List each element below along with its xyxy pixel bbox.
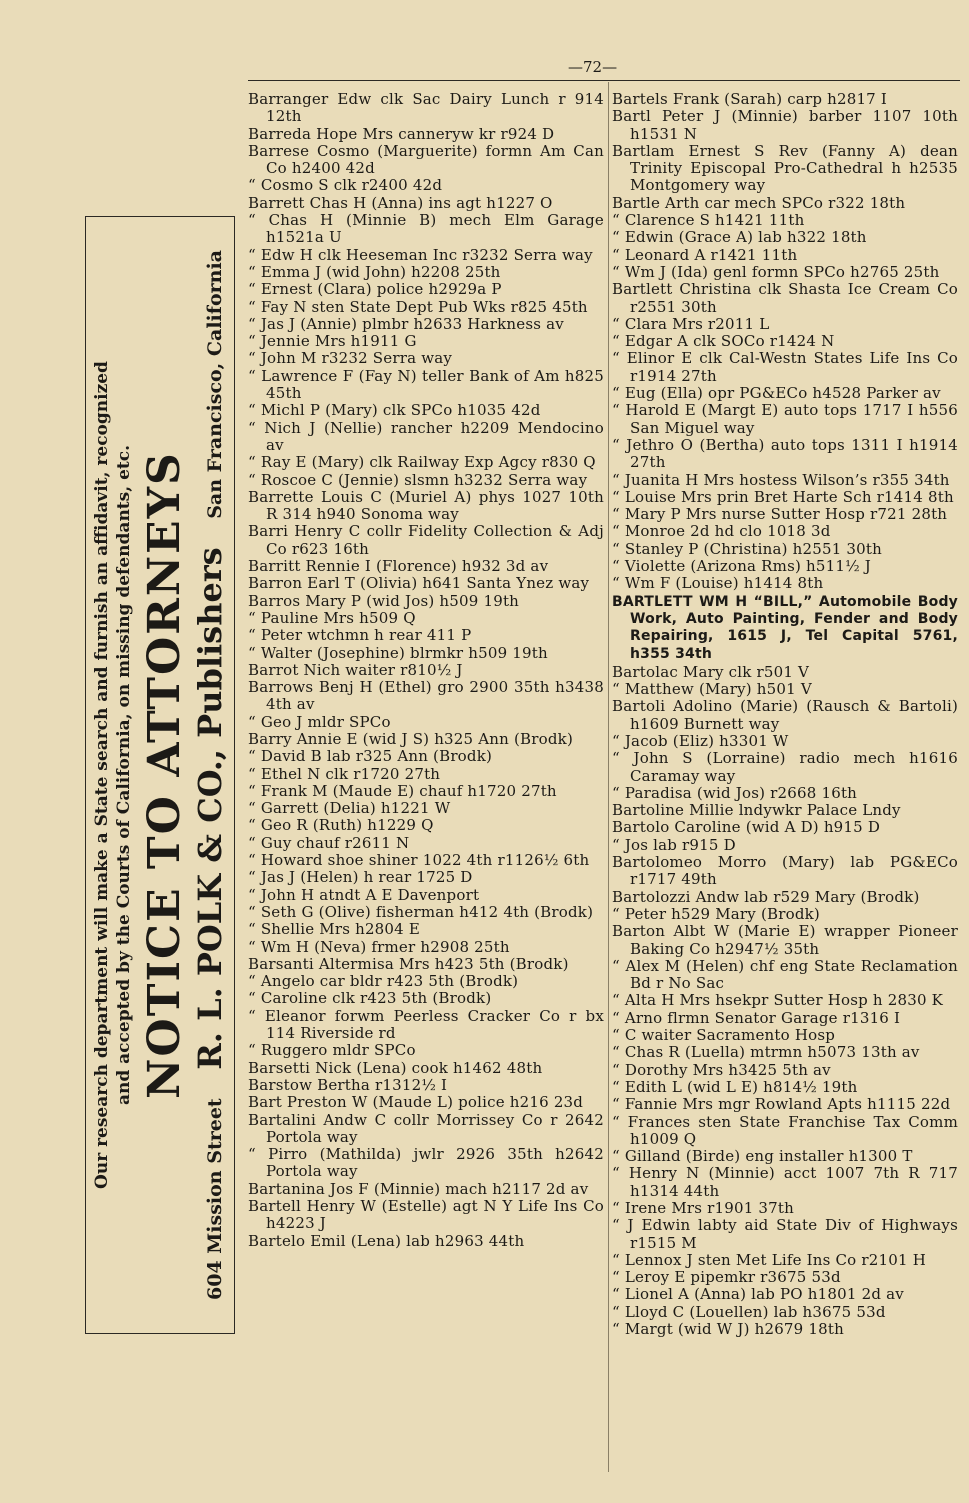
directory-entry: “ Mary P Mrs nurse Sutter Hosp r721 28th — [612, 505, 948, 524]
directory-entry: Bartl Peter J (Minnie) barber 1107 10th h1531 N — [612, 107, 958, 143]
directory-entry: “ Garrett (Delia) h1221 W — [248, 799, 451, 818]
directory-entry: “ John H atndt A E Davenport — [248, 885, 480, 904]
directory-entry: “ Stanley P (Christina) h2551 30th — [612, 539, 883, 558]
directory-entry: “ Peter h529 Mary (Brodk) — [612, 904, 820, 923]
directory-entry: Bartelo Emil (Lena) lab h2963 44th — [248, 1231, 525, 1250]
directory-entry: Barrese Cosmo (Marguerite) formn Am Can Co h2400 42d — [248, 141, 604, 178]
directory-entry: Barsetti Nick (Lena) cook h1462 48th — [248, 1058, 543, 1077]
directory-entry: Bartell Henry W (Estelle) agt N Y Life Ins Co h4223 J — [248, 1197, 604, 1233]
directory-entry: “ Paradisa (wid Jos) r2668 16th — [612, 783, 858, 802]
directory-entry: “ Arno flrmn Senator Garage r1316 I — [612, 1008, 901, 1027]
directory-entry: “ Harold E (Margt E) auto tops 1717 I h556 San Miguel way — [612, 401, 958, 437]
directory-entry: Barstow Bertha r1312½ I — [248, 1075, 448, 1094]
directory-entry: Barry Annie E (wid J S) h325 Ann (Brodk) — [248, 729, 573, 748]
directory-entry: “ Pauline Mrs h509 Q — [248, 608, 416, 627]
directory-column-right — [612, 91, 958, 1338]
directory-entry: “ Alex M (Helen) chf eng State Reclamation Bd r No Sac — [612, 956, 958, 993]
directory-entry: “ John S (Lorraine) radio mech h1616 Caramay way — [612, 749, 958, 785]
directory-entry: Barron Earl T (Olivia) h641 Santa Ynez way — [248, 574, 590, 593]
directory-entry: “ Jennie Mrs h1911 G — [248, 332, 417, 351]
directory-entry: “ Nich J (Nellie) rancher h2209 Mendocino av — [248, 418, 604, 454]
directory-entry: Barrette Louis C (Muriel A) phys 1027 10th R 314 h940 Sonoma way — [248, 487, 604, 524]
directory-entry: “ Jethro O (Bertha) auto tops 1311 I h1914 27th — [612, 435, 958, 472]
directory-entry: “ Edw H clk Heeseman Inc r3232 Serra way — [248, 245, 593, 264]
directory-entry: “ Roscoe C (Jennie) slsmn h3232 Serra way — [248, 470, 588, 489]
directory-entry: Bartoli Adolino (Marie) (Rausch & Bartoli) h1609 Burnett way — [612, 697, 958, 733]
directory-entry: “ Ethel N clk r1720 27th — [248, 764, 441, 783]
directory-entry: Bartolac Mary clk r501 V — [612, 662, 810, 681]
directory-entry: Bartalini Andw C collr Morrissey Co r 2642 Portola way — [248, 1110, 604, 1146]
directory-entry: “ Dorothy Mrs h3425 5th av — [612, 1060, 831, 1079]
page-number: —72— — [568, 58, 618, 76]
directory-entry: “ C waiter Sacramento Hosp — [612, 1026, 836, 1045]
directory-entry: “ Henry N (Minnie) acct 1007 7th R 717 h1314 44th — [612, 1164, 958, 1200]
directory-entry: “ Gilland (Birde) eng installer h1300 T — [612, 1147, 913, 1166]
directory-entry: “ Ernest (Clara) police h2929a P — [248, 280, 502, 299]
directory-column-left — [248, 91, 604, 1250]
directory-entry: “ Irene Mrs r1901 37th — [612, 1199, 794, 1217]
directory-entry: “ Seth G (Olive) fisherman h412 4th (Brodk) — [248, 902, 594, 921]
directory-entry: “ Geo J mldr SPCo — [248, 712, 391, 731]
directory-entry: “ Eug (Ella) opr PG&ECo h4528 Parker av — [612, 384, 941, 403]
directory-entry: “ Wm H (Neva) frmer h2908 25th — [248, 937, 510, 956]
directory-entry: “ J Edwin labty aid State Div of Highways r1515 M — [612, 1216, 958, 1252]
directory-entry: Bartle Arth car mech SPCo r322 18th — [612, 193, 906, 212]
directory-entry: “ Edith L (wid L E) h814½ 19th — [612, 1077, 858, 1096]
directory-entry: Bart Preston W (Maude L) police h216 23d — [248, 1093, 584, 1112]
directory-entry: “ Howard shoe shiner 1022 4th r1126½ 6th — [248, 851, 590, 870]
directory-entry: “ Clara Mrs r2011 L — [612, 314, 770, 333]
directory-entry: “ Lawrence F (Fay N) teller Bank of Am h825 45th — [248, 366, 604, 403]
directory-entry: “ Guy chauf r2611 N — [248, 833, 410, 852]
directory-entry: “ Violette (Arizona Rms) h511½ J — [612, 557, 872, 576]
directory-entry: “ Leroy E pipemkr r3675 53d — [612, 1268, 841, 1287]
directory-entry: “ Walter (Josephine) blrmkr h509 19th — [248, 643, 548, 662]
directory-entry: Barranger Edw clk Sac Dairy Lunch r 914 12th — [248, 90, 604, 126]
directory-entry: Bartoline Millie lndywkr Palace Lndy — [612, 801, 901, 820]
directory-entry: Bartels Frank (Sarah) carp h2817 I — [612, 90, 888, 108]
directory-entry: “ Peter wtchmn h rear 411 P — [248, 626, 472, 645]
directory-entry: “ Elinor E clk Cal-Westn States Life Ins Co r1914 27th — [612, 349, 958, 385]
notice-box — [85, 216, 235, 1334]
directory-entry: “ Juanita H Mrs hostess Wilson’s r355 34th — [612, 470, 950, 489]
directory-entry: Bartlett Christina clk Shasta Ice Cream Co r2551 30th — [612, 280, 958, 316]
directory-entry: Barrett Chas H (Anna) ins agt h1227 O — [248, 193, 553, 212]
directory-entry: Barsanti Altermisa Mrs h423 5th (Brodk) — [248, 954, 569, 973]
directory-entry: “ Wm F (Louise) h1414 8th — [612, 574, 824, 593]
directory-entry: “ Emma J (wid John) h2208 25th — [248, 262, 501, 281]
directory-entry: Bartanina Jos F (Minnie) mach h2117 2d av — [248, 1179, 589, 1198]
notice-title: NOTICE TO ATTORNEYS — [139, 451, 190, 1099]
directory-entry: “ Louise Mrs prin Bret Harte Sch r1414 8th — [612, 487, 954, 506]
directory-entry: “ Chas H (Minnie B) mech Elm Garage h1521a U — [248, 211, 604, 247]
directory-entry: “ Fannie Mrs mgr Rowland Apts h1115 22d — [612, 1095, 951, 1114]
notice-content — [86, 240, 234, 1310]
directory-entry: “ Monroe 2d hd clo 1018 3d — [612, 522, 831, 541]
directory-entry: Barrows Benj H (Ethel) gro 2900 35th h3438 4th av — [248, 678, 604, 714]
directory-entry: “ Edgar A clk SOCo r1424 N — [612, 332, 835, 351]
directory-entry: “ Fay N sten State Dept Pub Wks r825 45th — [248, 297, 588, 316]
directory-entry: “ Jas J (Annie) plmbr h2633 Harkness av — [248, 314, 564, 333]
directory-entry: “ Chas R (Luella) mtrmn h5073 13th av — [612, 1043, 920, 1062]
directory-entry: BARTLETT WM H “BILL,” Automobile Body Work, Auto Painting, Fender and Body Repairing, 1615 J, Tel Capital 5761, h355 34th — [612, 593, 958, 662]
directory-entry: “ Cosmo S clk r2400 42d — [248, 176, 443, 195]
directory-entry: “ Eleanor forwm Peerless Cracker Co r bx 114 Riverside rd — [248, 1006, 604, 1043]
notice-line-2: and accepted by the Courts of California, on missing defendants, etc. — [114, 444, 134, 1106]
directory-entry: “ Pirro (Mathilda) jwlr 2926 35th h2642 Portola way — [248, 1145, 604, 1181]
directory-entry: Barreda Hope Mrs canneryw kr r924 D — [248, 124, 555, 143]
directory-entry: “ Alta H Mrs hsekpr Sutter Hosp h 2830 K — [612, 991, 944, 1010]
directory-entry: “ Matthew (Mary) h501 V — [612, 680, 812, 699]
directory-entry: “ Angelo car bldr r423 5th (Brodk) — [248, 972, 519, 991]
directory-entry: “ Caroline clk r423 5th (Brodk) — [248, 989, 492, 1008]
directory-entry: “ Margt (wid W J) h2679 18th — [612, 1320, 844, 1339]
directory-entry: “ Shellie Mrs h2804 E — [248, 920, 421, 939]
directory-entry: Bartolo Caroline (wid A D) h915 D — [612, 818, 881, 837]
directory-entry: Bartolozzi Andw lab r529 Mary (Brodk) — [612, 887, 920, 906]
directory-entry: “ Ruggero mldr SPCo — [248, 1041, 416, 1060]
notice-line-1: Our research department will make a State search and furnish an affidavit, recognized — [92, 361, 112, 1189]
directory-entry: “ Frank M (Maude E) chauf h1720 27th — [248, 781, 557, 800]
directory-entry: “ Geo R (Ruth) h1229 Q — [248, 816, 434, 835]
directory-entry: “ Jos lab r915 D — [612, 835, 736, 854]
directory-entry: “ Frances sten State Franchise Tax Comm h1009 Q — [612, 1112, 958, 1148]
directory-entry: Barri Henry C collr Fidelity Collection & Adj Co r623 16th — [248, 522, 604, 558]
directory-entry: “ Michl P (Mary) clk SPCo h1035 42d — [248, 401, 541, 420]
notice-address: 604 Mission Street — [204, 1098, 226, 1300]
directory-entry: “ David B lab r325 Ann (Brodk) — [248, 747, 493, 766]
directory-entry: Bartlam Ernest S Rev (Fanny A) dean Trinity Episcopal Pro-Cathedral h h2535 Montgomery way — [612, 141, 958, 195]
directory-entry: “ John M r3232 Serra way — [248, 349, 453, 368]
directory-entry: “ Lennox J sten Met Life Ins Co r2101 H — [612, 1250, 926, 1269]
notice-publisher: R. L. POLK & CO., Publishers — [191, 547, 229, 1070]
directory-entry: “ Wm J (Ida) genl formn SPCo h2765 25th — [612, 262, 940, 281]
directory-entry: “ Clarence S h1421 11th — [612, 211, 805, 230]
directory-entry: “ Lionel A (Anna) lab PO h1801 2d av — [612, 1285, 904, 1304]
directory-entry: “ Jacob (Eliz) h3301 W — [612, 731, 789, 750]
directory-entry: “ Leonard A r1421 11th — [612, 245, 798, 264]
notice-city: San Francisco, California — [204, 250, 226, 519]
directory-entry: Bartolomeo Morro (Mary) lab PG&ECo r1717 49th — [612, 853, 958, 889]
top-rule — [248, 80, 960, 81]
column-divider — [608, 82, 609, 1472]
directory-entry: Barrot Nich waiter r810½ J — [248, 660, 463, 679]
directory-entry: “ Jas J (Helen) h rear 1725 D — [248, 868, 473, 887]
directory-entry: “ Ray E (Mary) clk Railway Exp Agcy r830 Q — [248, 453, 596, 472]
notice-footer — [191, 250, 229, 1300]
directory-entry: Barritt Rennie I (Florence) h932 3d av — [248, 557, 549, 576]
directory-entry: Barros Mary P (wid Jos) h509 19th — [248, 591, 520, 610]
directory-entry: “ Edwin (Grace A) lab h322 18th — [612, 228, 867, 247]
directory-entry: Barton Albt W (Marie E) wrapper Pioneer Baking Co h2947½ 35th — [612, 922, 958, 958]
directory-entry: “ Lloyd C (Louellen) lab h3675 53d — [612, 1302, 886, 1321]
